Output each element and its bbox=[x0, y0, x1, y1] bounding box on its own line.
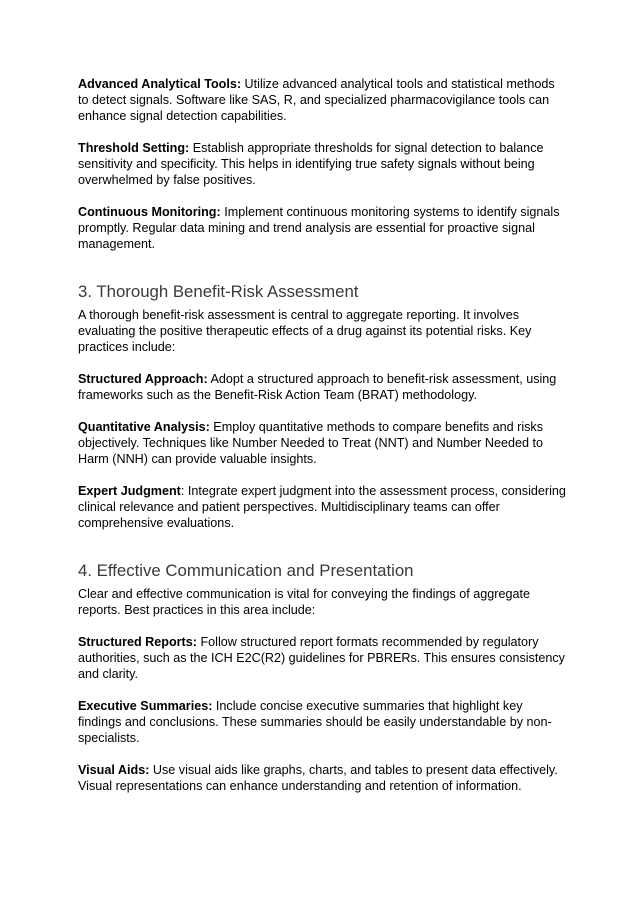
item-term: Continuous Monitoring: bbox=[78, 205, 221, 219]
item-executive-summaries bbox=[78, 698, 568, 746]
item-term: Executive Summaries: bbox=[78, 699, 213, 713]
item-term: Quantitative Analysis: bbox=[78, 420, 210, 434]
section-communication bbox=[78, 561, 568, 794]
item-text: Follow structured report formats recommended by regulatory authorities, such as the ICH E2C(R2) guidelines for PBRERs. This ensures consistency and clarity. bbox=[78, 635, 565, 681]
item-structured-reports bbox=[78, 634, 568, 682]
item-term: Threshold Setting: bbox=[78, 141, 190, 155]
page-content bbox=[78, 76, 568, 810]
section-benefit-risk bbox=[78, 282, 568, 531]
item-text: Adopt a structured approach to benefit-risk assessment, using frameworks such as the Benefit-Risk Action Team (BRAT) methodology. bbox=[78, 372, 557, 402]
item-continuous-monitoring bbox=[78, 204, 568, 252]
item-term: Structured Reports: bbox=[78, 635, 197, 649]
item-text: Utilize advanced analytical tools and statistical methods to detect signals. Software like SAS, R, and specialized pharmacovigilance tools can enhance signal detection capabilities. bbox=[78, 77, 555, 123]
item-quantitative-analysis bbox=[78, 419, 568, 467]
item-threshold-setting bbox=[78, 140, 568, 188]
section-intro: A thorough benefit-risk assessment is central to aggregate reporting. It involves evaluating the positive therapeutic effects of a drug against its potential risks. Key practices include: bbox=[78, 308, 532, 354]
item-text: Use visual aids like graphs, charts, and tables to present data effectively. Visual representations can enhance understanding and retention of information. bbox=[78, 763, 558, 793]
item-text: Include concise executive summaries that highlight key findings and conclusions. These summaries should be easily understandable by non-specialists. bbox=[78, 699, 552, 745]
item-term: Visual Aids: bbox=[78, 763, 150, 777]
item-advanced-analytical-tools bbox=[78, 76, 568, 124]
item-expert-judgment bbox=[78, 483, 568, 531]
section-heading: 3. Thorough Benefit-Risk Assessment bbox=[78, 282, 359, 301]
item-text: Employ quantitative methods to compare benefits and risks objectively. Techniques like Number Needed to Treat (NNT) and Number Needed to Harm (NNH) can provide valuable insights. bbox=[78, 420, 544, 466]
item-term: Structured Approach: bbox=[78, 372, 208, 386]
section-heading: 4. Effective Communication and Presentation bbox=[78, 561, 414, 580]
item-text: : Integrate expert judgment into the assessment process, considering clinical relevance and patient perspectives. Multidisciplinary teams can offer comprehensive evaluations. bbox=[78, 484, 566, 530]
item-term: Expert Judgment bbox=[78, 484, 181, 498]
item-text: Establish appropriate thresholds for signal detection to balance sensitivity and specificity. This helps in identifying true safety signals without being overwhelmed by false positives. bbox=[78, 141, 544, 187]
item-visual-aids bbox=[78, 762, 568, 794]
section-intro: Clear and effective communication is vital for conveying the findings of aggregate reports. Best practices in this area include: bbox=[78, 587, 530, 617]
item-term: Advanced Analytical Tools: bbox=[78, 77, 242, 91]
item-text: Implement continuous monitoring systems to identify signals promptly. Regular data mining and trend analysis are essential for proactive signal management. bbox=[78, 205, 560, 251]
item-structured-approach bbox=[78, 371, 568, 403]
